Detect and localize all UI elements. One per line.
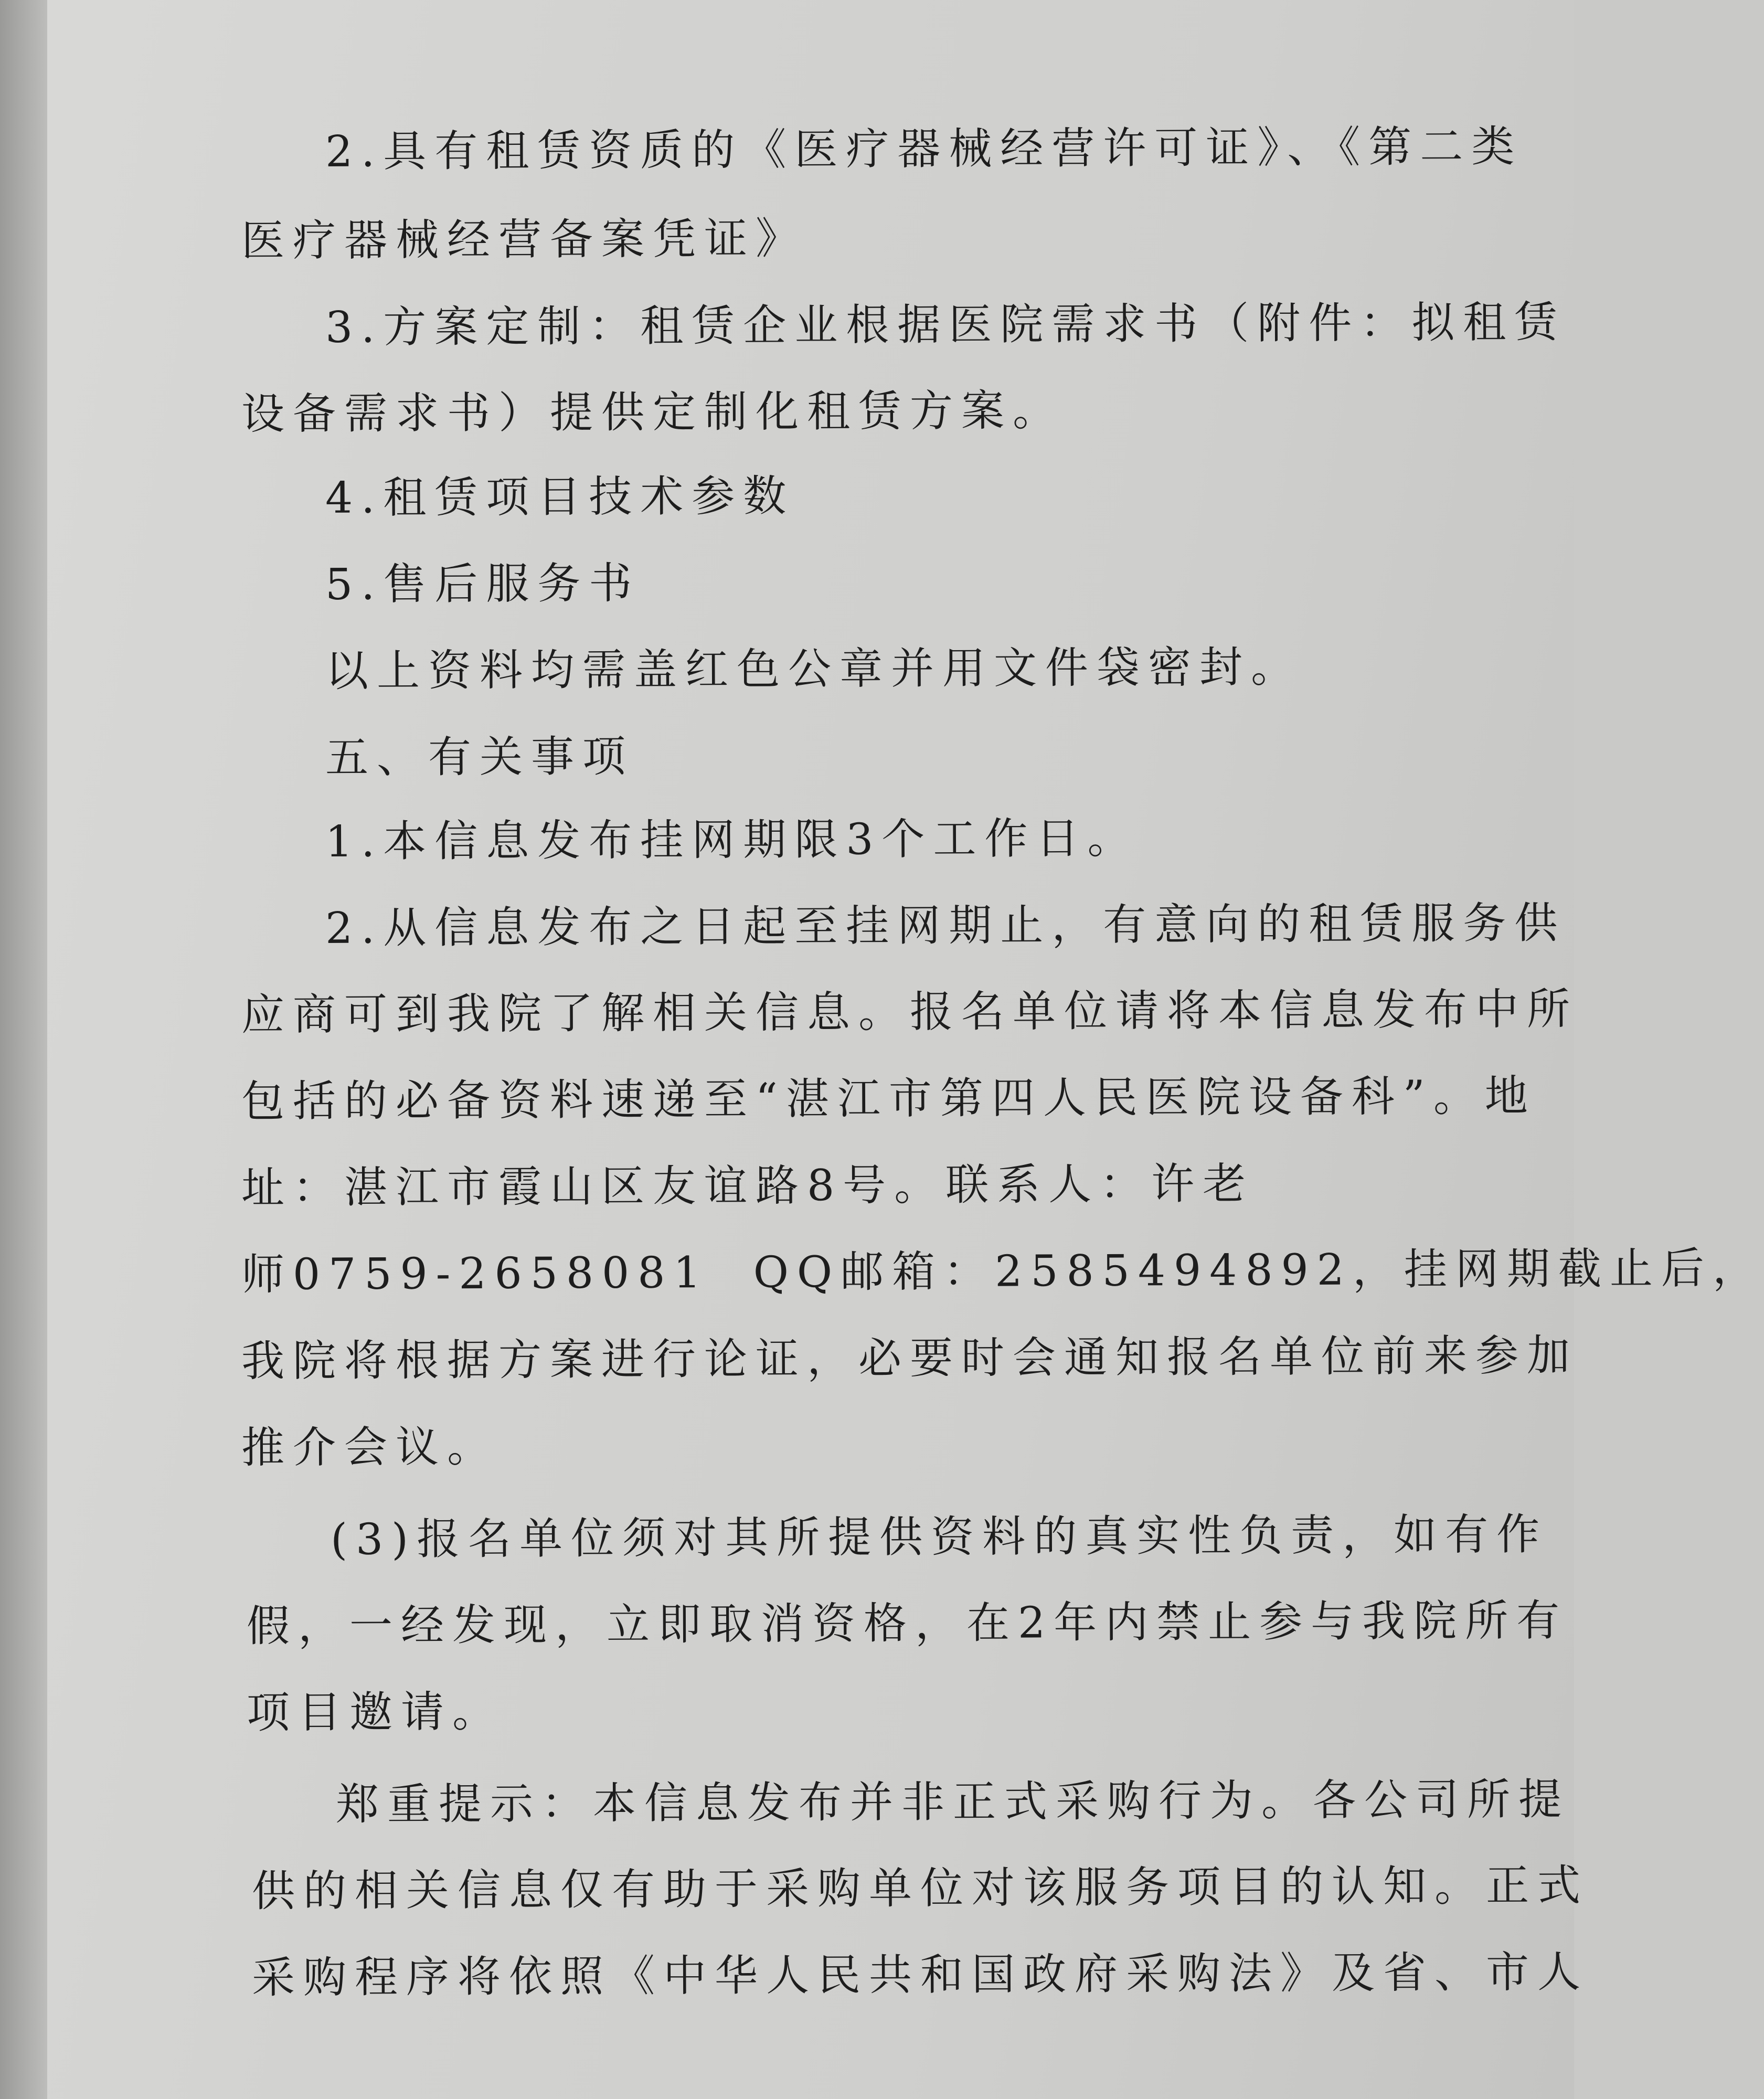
text-line: 1.本信息发布挂网期限3个工作日。 [325,813,1139,867]
text-line: 假，一经发现，立即取消资格，在2年内禁止参与我院所有 [246,1596,1568,1651]
text-line: 3.方案定制：租赁企业根据医院需求书（附件：拟租赁 [325,297,1566,353]
text-line: 以上资料均需盖红色公章并用文件袋密封。 [325,642,1303,696]
text-line: 医疗器械经营备案凭证》 [241,214,807,266]
notice-line: 供的相关信息仅有助于采购单位对该服务项目的认知。正式 [251,1860,1589,1916]
text-line: 我院将根据方案进行论证，必要时会通知报名单位前来参加 [241,1330,1579,1386]
text-line: 5.售后服务书 [325,558,641,610]
text-line: 址：湛江市霞山区友谊路8号。联系人：许老 [241,1159,1255,1213]
text-line: 应商可到我院了解相关信息。报名单位请将本信息发布中所 [241,984,1579,1040]
text-line: 包括的必备资料速递至“湛江市第四人民医院设备科”。地 [241,1071,1537,1127]
text-line: 师0759-2658081 QQ邮箱：2585494892，挂网期截止后， [241,1243,1764,1300]
notice-line: 郑重提示：本信息发布并非正式采购行为。各公司所提 [335,1774,1570,1830]
notice-line: 采购程序将依照《中华人民共和国政府采购法》及省、市人 [251,1947,1589,2003]
text-line: 项目邀请。 [246,1687,504,1738]
text-line: (3)报名单位须对其所提供资料的真实性负责，如有作 [330,1509,1548,1565]
text-line: 2.具有租赁资质的《医疗器械经营许可证》、《第二类 [325,122,1523,177]
text-line: 设备需求书）提供定制化租赁方案。 [241,386,1065,439]
text-line: 2.从信息发布之日起至挂网期止，有意向的租赁服务供 [325,898,1566,953]
page-edge-shadow [0,0,47,2099]
section-heading: 五、有关事项 [325,732,634,783]
text-line: 推介会议。 [241,1422,499,1473]
text-line: 4.租赁项目技术参数 [325,471,795,523]
